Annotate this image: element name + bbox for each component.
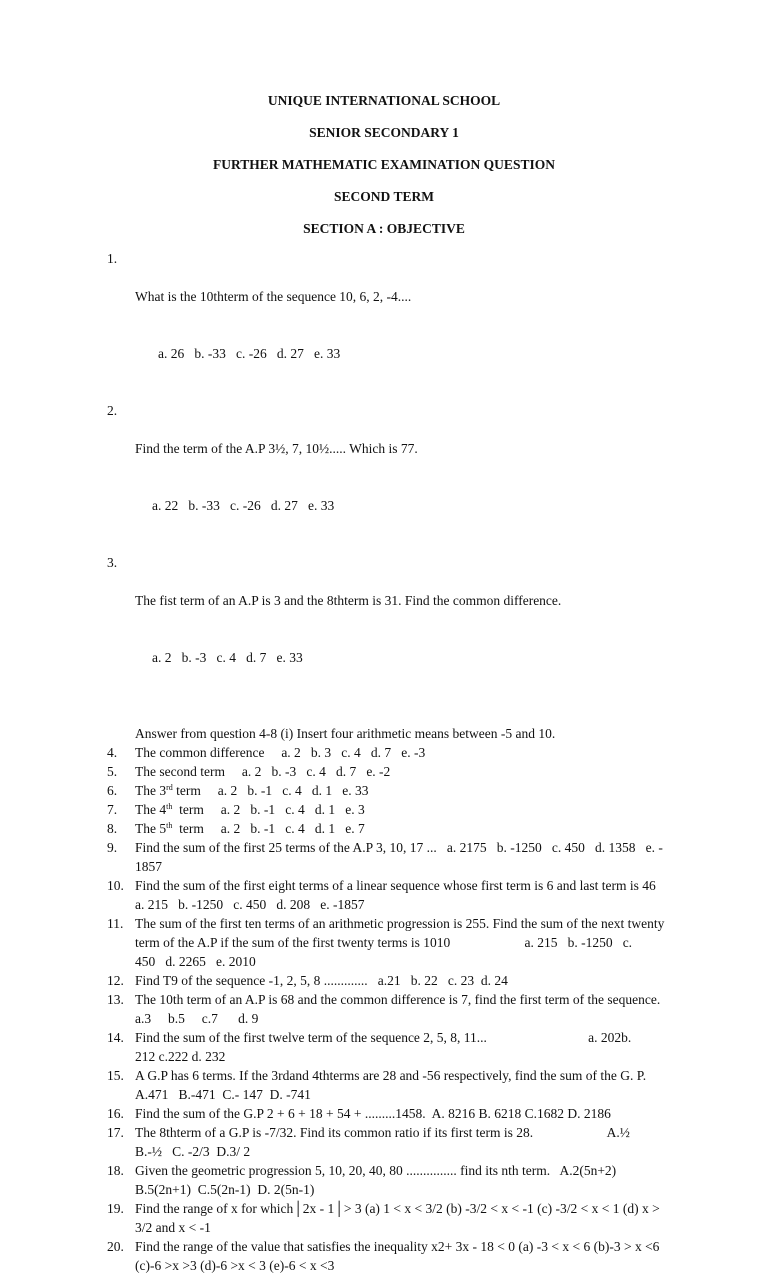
question-text: Find the term of the A.P 3½, 7, 10½..... Which is 77. [135, 441, 418, 456]
question-4 [107, 743, 677, 762]
exam-header [0, 90, 768, 250]
question-options: a. 26 b. -33 c. -26 d. 27 e. 33 [158, 346, 341, 361]
question-20 [107, 1237, 677, 1275]
question-7 [107, 800, 677, 819]
question-text: What is the 10thterm of the sequence 10, 6, 2, -4.... [135, 289, 412, 304]
question-number: 4. [107, 745, 118, 760]
question-text: A G.P has 6 terms. If the 3rdand 4thterms are 28 and -56 respectively, find the sum of the G. P. A.471 B.-471 C.- 147 D. -741 [135, 1068, 647, 1102]
question-5 [107, 762, 677, 781]
question-text: The common difference a. 2 b. 3 c. 4 d. 7 e. -3 [135, 745, 426, 760]
spacer [107, 705, 677, 724]
question-list [107, 249, 677, 1275]
question-text: The 10th term of an A.P is 68 and the common difference is 7, find the first term of the sequence. a.3 b.5 c.7 d. 9 [135, 992, 661, 1026]
question-number: 18. [107, 1163, 124, 1178]
section-title: SECTION A : OBJECTIVE [303, 221, 465, 236]
question-text: Given the geometric progression 5, 10, 20, 40, 80 ............... find its nth term. A.2(5n+2) B.5(2n+1) C.5(2n-1) D. 2(5n-1) [135, 1163, 617, 1197]
instruction-text: Answer from question 4-8 (i) Insert four arithmetic means between -5 and 10. [135, 726, 556, 741]
exam-title: FURTHER MATHEMATIC EXAMINATION QUESTION [213, 157, 555, 172]
question-number: 7. [107, 802, 118, 817]
question-text: Find the sum of the G.P 2 + 6 + 18 + 54 + .........1458. A. 8216 B. 6218 C.1682 D. 2186 [135, 1106, 611, 1121]
question-text-post: term a. 2 b. -1 c. 4 d. 1 e. 3 [172, 802, 365, 817]
question-10 [107, 876, 677, 914]
ordinal-suffix: th [166, 821, 173, 830]
question-number: 11. [107, 916, 124, 931]
question-text-post: term a. 2 b. -1 c. 4 d. 1 e. 33 [172, 783, 369, 798]
question-number: 3. [107, 555, 118, 570]
question-6 [107, 781, 677, 800]
question-options: a. 2 b. -3 c. 4 d. 7 e. 33 [152, 650, 303, 665]
question-text: Find the range of x for which│2x - 1│> 3 (a) 1 < x < 3/2 (b) -3/2 < x < -1 (c) -3/2 < x < 1 (d) x > 3/2 and x < -1 [135, 1201, 660, 1235]
question-number: 5. [107, 764, 118, 779]
question-text: The 8thterm of a G.P is -7/32. Find its common ratio if its first term is 28. A.½ B.-½ C. -2/3 D.3/ 2 [135, 1125, 630, 1159]
question-11 [107, 914, 677, 971]
question-number: 1. [107, 251, 118, 266]
question-number: 17. [107, 1125, 124, 1140]
term-title: SECOND TERM [334, 189, 434, 204]
question-13 [107, 990, 677, 1028]
question-number: 14. [107, 1030, 124, 1045]
ordinal-suffix: th [166, 802, 173, 811]
question-number: 10. [107, 878, 124, 893]
question-number: 15. [107, 1068, 124, 1083]
question-8 [107, 819, 677, 838]
question-text [135, 781, 677, 800]
question-text: Find the sum of the first 25 terms of the A.P 3, 10, 17 ... a. 2175 b. -1250 c. 450 d. 1358 e. - 1857 [135, 840, 663, 874]
question-text: Find the sum of the first eight terms of a linear sequence whose first term is 6 and last term is 46 a. 215 b. -1250 c. 450 d. 208 e. -1857 [135, 878, 656, 912]
question-text-pre: The 3 [135, 783, 167, 798]
question-text-post: term a. 2 b. -1 c. 4 d. 1 e. 7 [172, 821, 365, 836]
ordinal-suffix: rd [166, 783, 173, 792]
question-number: 6. [107, 783, 118, 798]
question-12 [107, 971, 677, 990]
question-text: The second term a. 2 b. -3 c. 4 d. 7 e. -2 [135, 764, 391, 779]
class-name: SENIOR SECONDARY 1 [309, 125, 459, 140]
question-text: Find the sum of the first twelve term of the sequence 2, 5, 8, 11... a. 202b. 212 c.222 d. 232 [135, 1030, 632, 1064]
question-number: 9. [107, 840, 118, 855]
question-text [135, 800, 677, 819]
question-16 [107, 1104, 677, 1123]
question-number: 8. [107, 821, 118, 836]
question-text: Find T9 of the sequence -1, 2, 5, 8 ............. a.21 b. 22 c. 23 d. 24 [135, 973, 508, 988]
question-number: 19. [107, 1201, 124, 1216]
question-number: 12. [107, 973, 124, 988]
question-1 [107, 249, 677, 401]
question-17 [107, 1123, 677, 1161]
question-number: 20. [107, 1239, 124, 1254]
question-text-pre: The 5 [135, 821, 167, 836]
question-number: 13. [107, 992, 124, 1007]
question-3 [107, 553, 677, 705]
question-9 [107, 838, 677, 876]
question-18 [107, 1161, 677, 1199]
question-text: Find the range of the value that satisfies the inequality x2+ 3x - 18 < 0 (a) -3 < x < 6 (b)-3 > x <6 (c)-6 >x >3 (d)-6 >x < 3 (e)-6 < x <3 [135, 1239, 660, 1273]
question-text-pre: The 4 [135, 802, 167, 817]
question-text: The fist term of an A.P is 3 and the 8thterm is 31. Find the common difference. [135, 593, 562, 608]
question-2 [107, 401, 677, 553]
question-options: a. 22 b. -33 c. -26 d. 27 e. 33 [152, 498, 335, 513]
question-19 [107, 1199, 677, 1237]
question-14 [107, 1028, 677, 1066]
question-text: The sum of the first ten terms of an arithmetic progression is 255. Find the sum of the next twenty term of the A.P if the sum of the first twenty terms is 1010 a. 215 b. -1250 c. 450 d. 2265 e. 2010 [135, 916, 665, 969]
question-text [135, 819, 677, 838]
question-number: 2. [107, 403, 118, 418]
school-name: UNIQUE INTERNATIONAL SCHOOL [267, 93, 501, 108]
question-15 [107, 1066, 677, 1104]
question-number: 16. [107, 1106, 124, 1121]
